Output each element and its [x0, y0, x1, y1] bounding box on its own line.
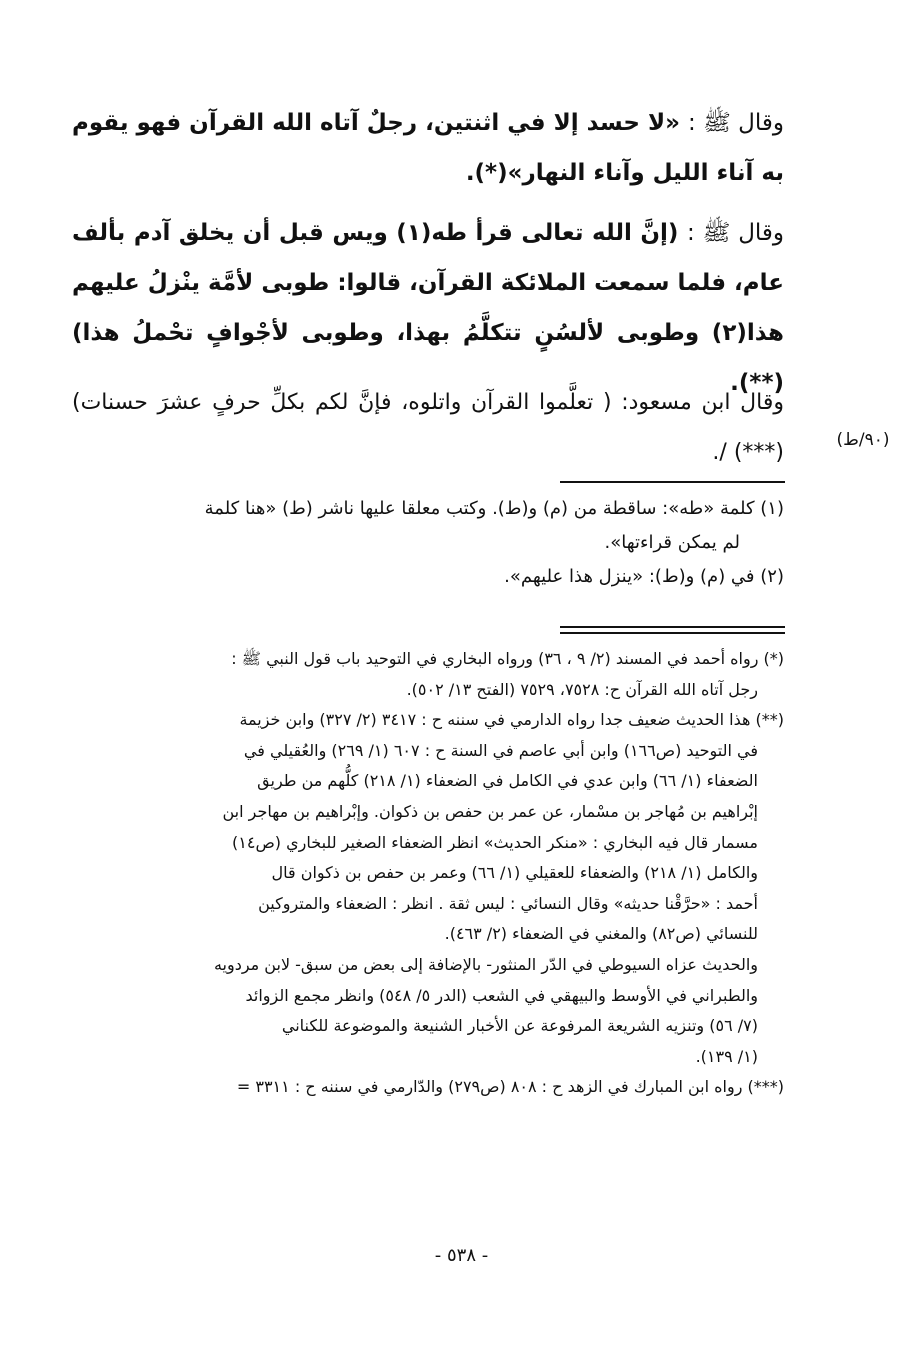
page-number: - ٥٣٨ - — [434, 1245, 489, 1266]
hadith-2-text: (إنَّ الله تعالى قرأ طه(١) ويس قبل أن يخلق آدم بألف عام، فلما سمعت الملائكة القرآن، قالوا: طوبى لأمَّة ينْزلُ عليهم هذا(٢) وطوبى لألسُنٍ تتكلَّمُ بهذا، وطوبى لأجْوافٍ تحْملُ هذا)(**). — [71, 220, 784, 396]
note-line: (١) كلمة «طه»: ساقطة من (م) و(ط). وكتب معلقا عليها ناشر (ط) «هنا كلمة — [204, 498, 784, 519]
ref-line: مسمار قال فيه البخاري : «منكر الحديث» انظر الضعفاء الصغير للبخاري (ص١٤) — [232, 832, 758, 852]
ref-line: (***) رواه ابن المبارك في الزهد ح : ٨٠٨ (ص٢٧٩) والدّارمي في سننه ح : ٣٣١١ = — [236, 1077, 784, 1097]
ref-line: للنسائي (ص٨٢) والمغني في الضعفاء (٢/ ٤٦٣). — [444, 924, 758, 944]
note-line: (٢) في (م) و(ط): «ينزل هذا عليهم». — [504, 566, 784, 587]
editor-notes — [78, 492, 784, 594]
ibn-masud-paragraph — [72, 378, 784, 478]
ref-line: والكامل (١/ ٢١٨) والضعفاء للعقيلي (١/ ٦٦) وعمر بن حفص بن ذكوان قال — [271, 863, 758, 883]
ref-line: (٧/ ٥٦) وتنزيه الشريعة المرفوعة عن الأخبار الشنيعة والموضوعة للكناني — [281, 1016, 758, 1036]
notes-divider — [560, 481, 785, 483]
hadith-1-text: «لا حسد إلا في اثنتين، رجلٌ آتاه الله القرآن فهو يقوم به آناء الليل وآناء النهار»(*). — [72, 110, 784, 186]
ref-line: (**) هذا الحديث ضعيف جدا رواه الدارمي في سننه ح : ٣٤١٧ (٢/ ٣٢٧) وابن خزيمة — [239, 710, 784, 730]
takhrij-references — [70, 644, 784, 1103]
margin-folio-note: (٩٠/ط) — [836, 430, 890, 450]
ref-line: والحديث عزاه السيوطي في الدّر المنثور- بالإضافة إلى بعض من سبق- لابن مردويه — [213, 954, 758, 974]
ref-line: في التوحيد (ص١٦٦) وابن أبي عاصم في السنة ح : ٦٠٧ (١/ ٢٦٩) والعُقيلي في — [243, 740, 758, 760]
ref-line: (*) رواه أحمد في المسند (٢/ ٩ ، ٣٦) ورواه البخاري في التوحيد باب قول النبي ﷺ : — [231, 649, 784, 668]
ref-line: أحمد : «حرَّقْنا حديثه» وقال النسائي : ليس ثقة . انظر : الضعفاء والمتروكين — [258, 893, 758, 913]
athar-text: وقال ابن مسعود: ( تعلَّموا القرآن واتلوه، فإنَّ لكم بكلِّ حرفٍ عشرَ حسنات)(***) /. — [72, 390, 784, 465]
hadith-paragraph-1 — [72, 98, 784, 198]
hadith-1-lead: وقال ﷺ : — [687, 110, 784, 136]
references-divider-bottom — [560, 632, 785, 634]
hadith-2-lead: وقال ﷺ : — [686, 220, 785, 246]
ref-line: رجل آتاه الله القرآن ح: ٧٥٢٨، ٧٥٢٩ (الفتح ١٣/ ٥٠٢). — [406, 679, 758, 699]
references-divider-top — [560, 626, 785, 628]
ref-line: إبْراهيم بن مُهاجر بن مسْمار، عن عمر بن حفص بن ذكوان. وإبْراهيم بن مهاجر ابن — [222, 801, 758, 821]
note-line: لم يمكن قراءتها». — [604, 532, 740, 553]
ref-line: الضعفاء (١/ ٦٦) وابن عدي في الكامل في الضعفاء (١/ ٢١٨) كلُّهم من طريق — [257, 771, 758, 791]
ref-line: والطبراني في الأوسط والبيهقي في الشعب (الدر ٥/ ٥٤٨) وانظر مجمع الزوائد — [245, 985, 758, 1005]
ref-line: (١/ ١٣٩). — [695, 1046, 758, 1066]
